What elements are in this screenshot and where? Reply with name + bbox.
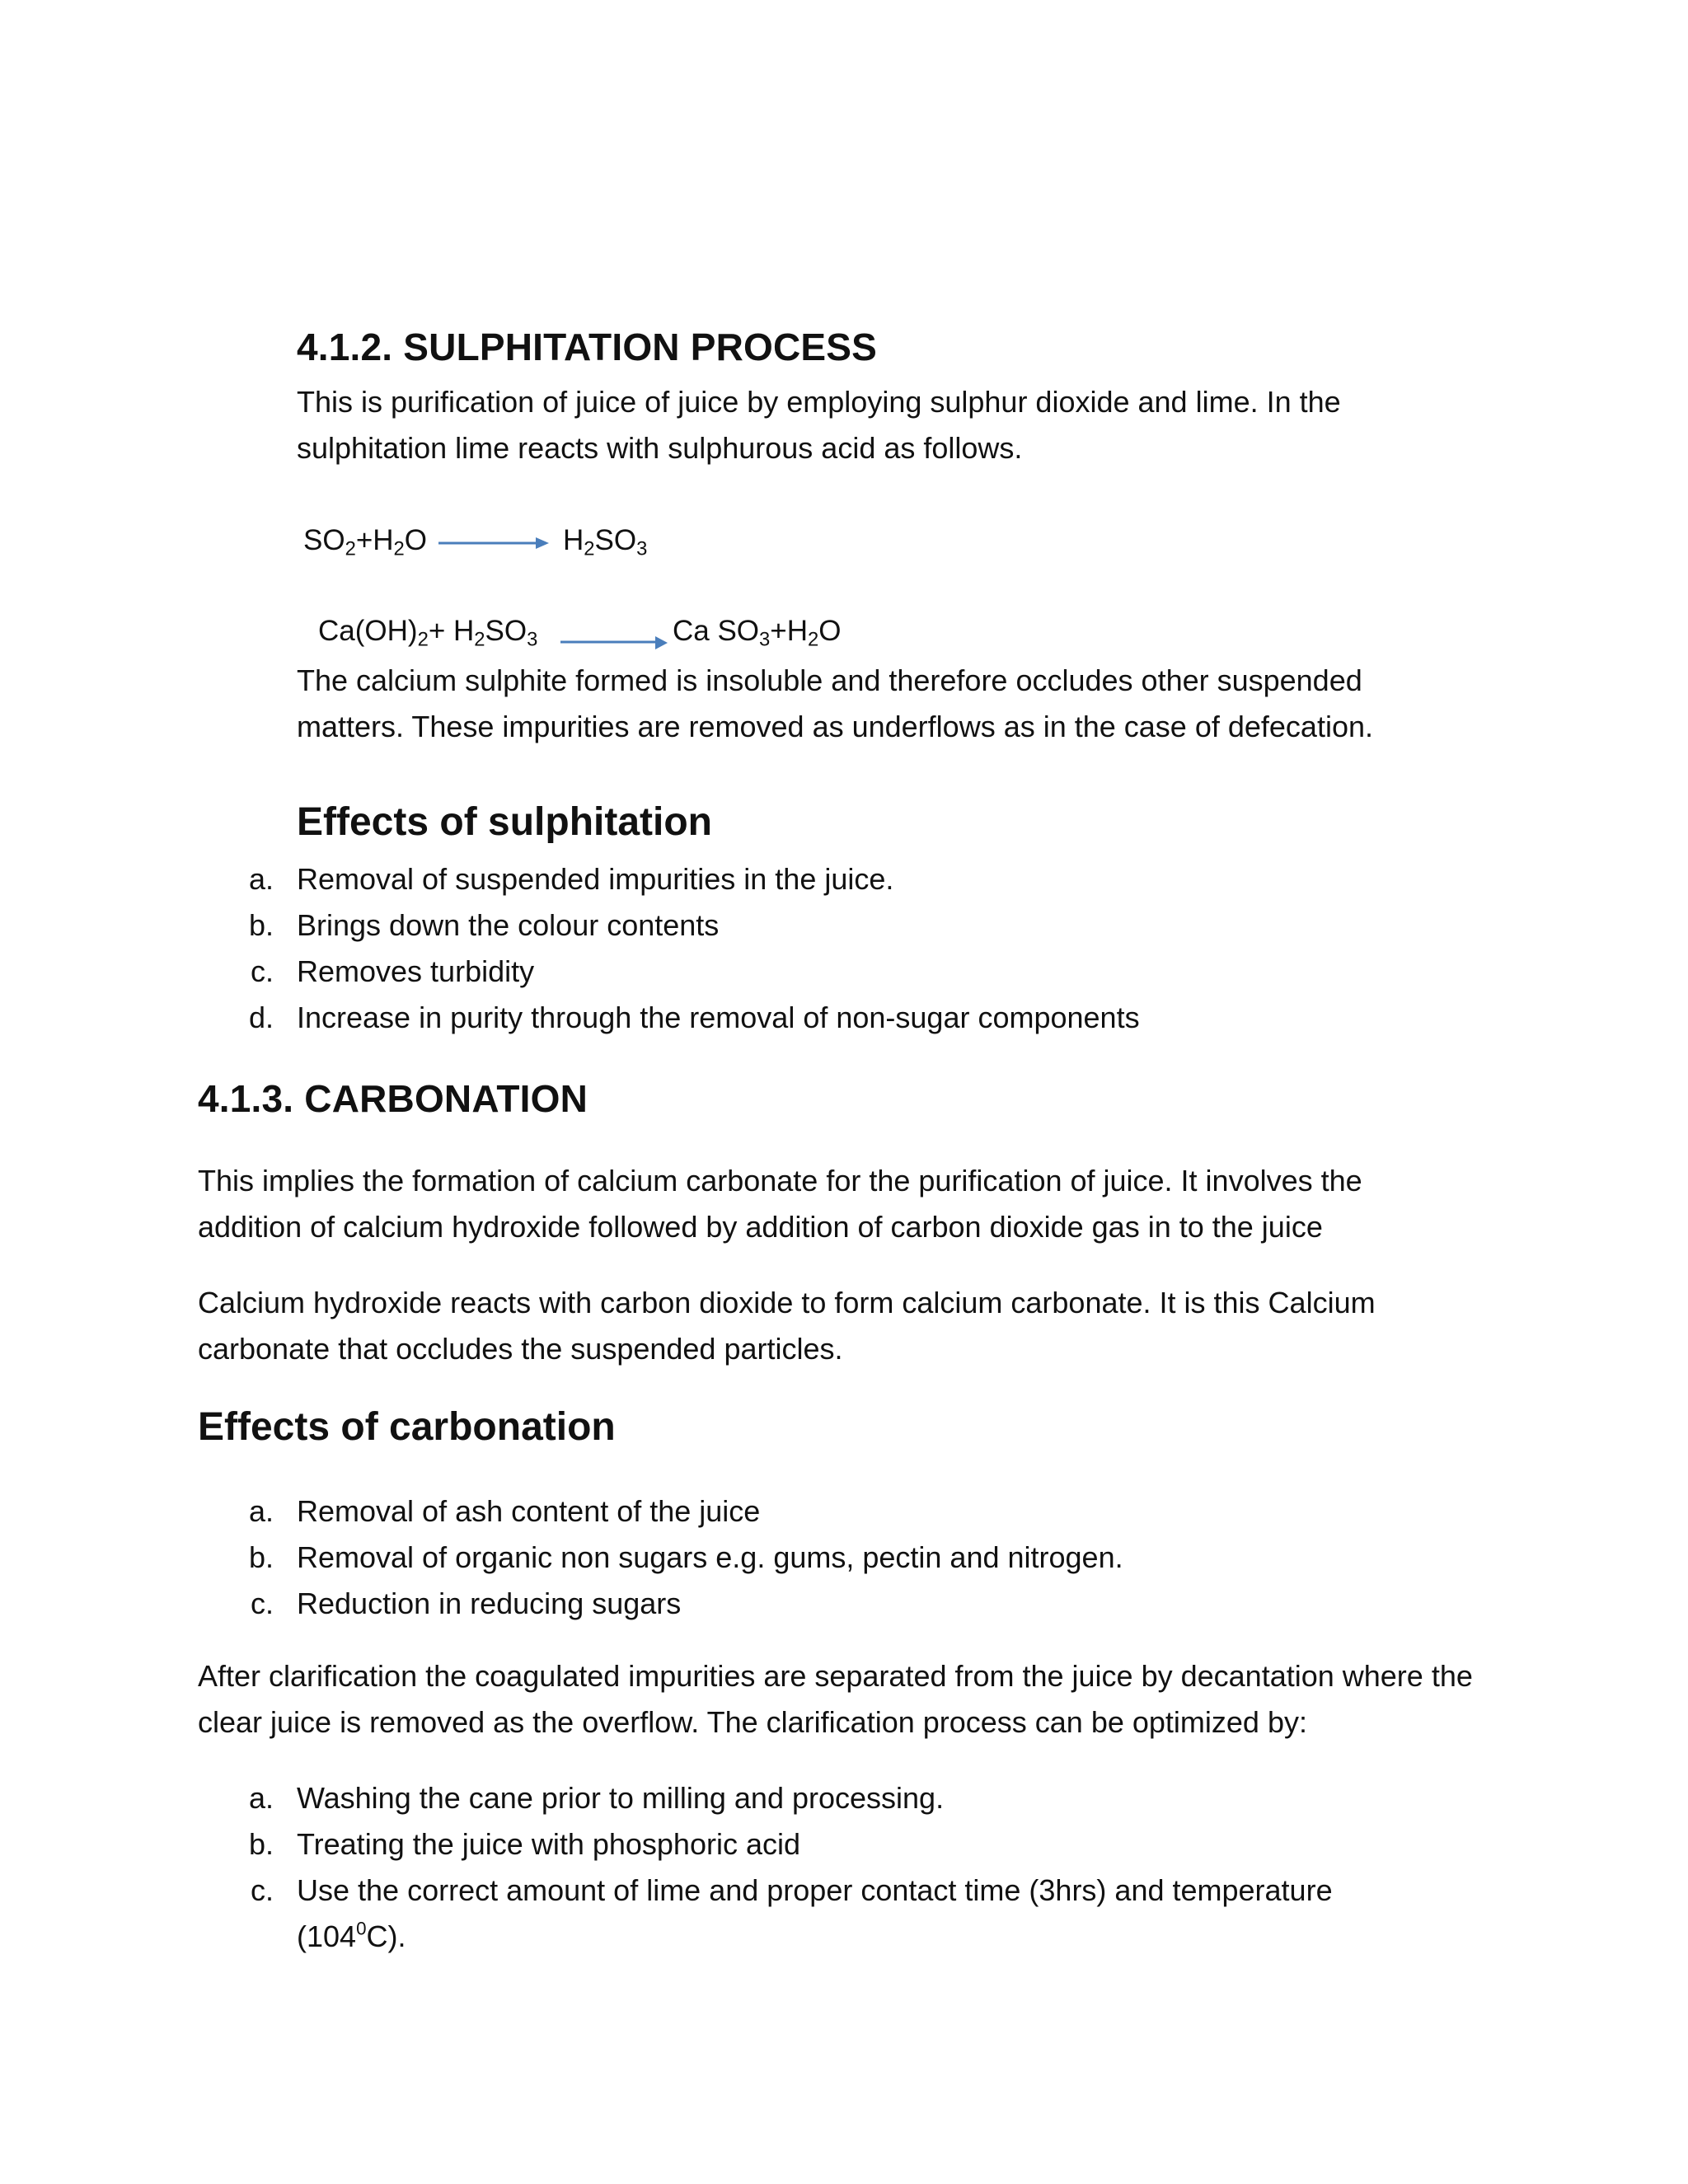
reaction-arrow-1: [437, 534, 551, 552]
formula-subscript: 3: [636, 537, 648, 560]
list-marker: a.: [248, 862, 274, 896]
formula-text: Ca(OH): [318, 615, 418, 647]
sulphitation-intro: This is purification of juice of juice by employing sulphur dioxide and lime. In the sulphitation lime reacts with sulphurous acid as follows.: [297, 385, 1341, 465]
equation-2-reactants: [318, 615, 538, 651]
formula-text: SO: [485, 615, 528, 647]
sulphite-explanation: The calcium sulphite formed is insoluble and therefore occludes other suspended matters. These impurities are removed as underflows as in the case of defecation.: [297, 663, 1373, 743]
list-item-text: Use the correct amount of lime and proper contact time (3hrs) and temperature: [297, 1873, 1333, 1907]
list-marker: b.: [248, 1540, 274, 1574]
list-item-text: Removal of suspended impurities in the juice.: [297, 862, 894, 896]
list-item-text: Washing the cane prior to milling and processing.: [297, 1781, 945, 1815]
optimization-item-c-continuation: [297, 1914, 406, 1960]
section-heading-sulphitation: 4.1.2. SULPHITATION PROCESS: [297, 326, 878, 368]
carbonation-para-1: This implies the formation of calcium carbonate for the purification of juice. It involves the addition of calcium hydroxide followed by addition of carbon dioxide gas in to the juice: [198, 1164, 1362, 1244]
formula-text: +H: [355, 524, 394, 556]
list-item-text: Removes turbidity: [297, 954, 535, 988]
section-heading-carbonation: 4.1.3. CARBONATION: [198, 1077, 588, 1120]
formula-text: C).: [366, 1919, 406, 1953]
equation-2-products: [673, 615, 842, 651]
equation-1-products: [563, 524, 648, 560]
list-marker: c.: [250, 954, 274, 988]
subheading-effects-carbonation: Effects of carbonation: [198, 1405, 616, 1449]
list-marker: b.: [248, 908, 274, 942]
list-marker: b.: [248, 1827, 274, 1861]
formula-subscript: 3: [759, 628, 771, 651]
reaction-arrow-2: [559, 635, 669, 651]
formula-text: O: [818, 615, 842, 647]
formula-text: O: [404, 524, 428, 556]
formula-subscript: 2: [584, 537, 595, 560]
formula-supscript: 0: [356, 1918, 367, 1939]
list-item-text: Brings down the colour contents: [297, 908, 720, 942]
clarification-paragraph: After clarification the coagulated impurities are separated from the juice by decantation where the clear juice is removed as the overflow. The clarification process can be optimized by:: [198, 1659, 1473, 1739]
list-marker: a.: [248, 1494, 274, 1528]
list-item-text: Increase in purity through the removal of non-sugar components: [297, 1001, 1140, 1034]
formula-text: +H: [770, 615, 809, 647]
formula-subscript: 2: [808, 628, 819, 651]
carbonation-para-2: Calcium hydroxide reacts with carbon dioxide to form calcium carbonate. It is this Calcium carbonate that occludes the suspended particles.: [198, 1286, 1376, 1366]
list-marker: d.: [248, 1001, 274, 1034]
list-marker: c.: [250, 1586, 274, 1620]
list-item-text: Reduction in reducing sugars: [297, 1586, 682, 1620]
formula-subscript: 2: [474, 628, 485, 651]
formula-subscript: 2: [417, 628, 429, 651]
formula-text: + H: [428, 615, 475, 647]
formula-text: SO: [303, 524, 345, 556]
formula-subscript: 2: [345, 537, 356, 560]
list-item-text: Removal of ash content of the juice: [297, 1494, 761, 1528]
list-marker: a.: [248, 1781, 274, 1815]
formula-text: SO: [594, 524, 637, 556]
equation-1-reactants: [303, 524, 428, 560]
formula-text: (104: [297, 1919, 357, 1953]
formula-subscript: 2: [393, 537, 405, 560]
list-item-text: Treating the juice with phosphoric acid: [297, 1827, 800, 1861]
list-item-text: Removal of organic non sugars e.g. gums, pectin and nitrogen.: [297, 1540, 1123, 1574]
subheading-effects-sulphitation: Effects of sulphitation: [297, 800, 712, 844]
formula-text: Ca SO: [673, 615, 760, 647]
formula-text: H: [563, 524, 584, 556]
formula-subscript: 3: [527, 628, 538, 651]
list-marker: c.: [250, 1873, 274, 1907]
